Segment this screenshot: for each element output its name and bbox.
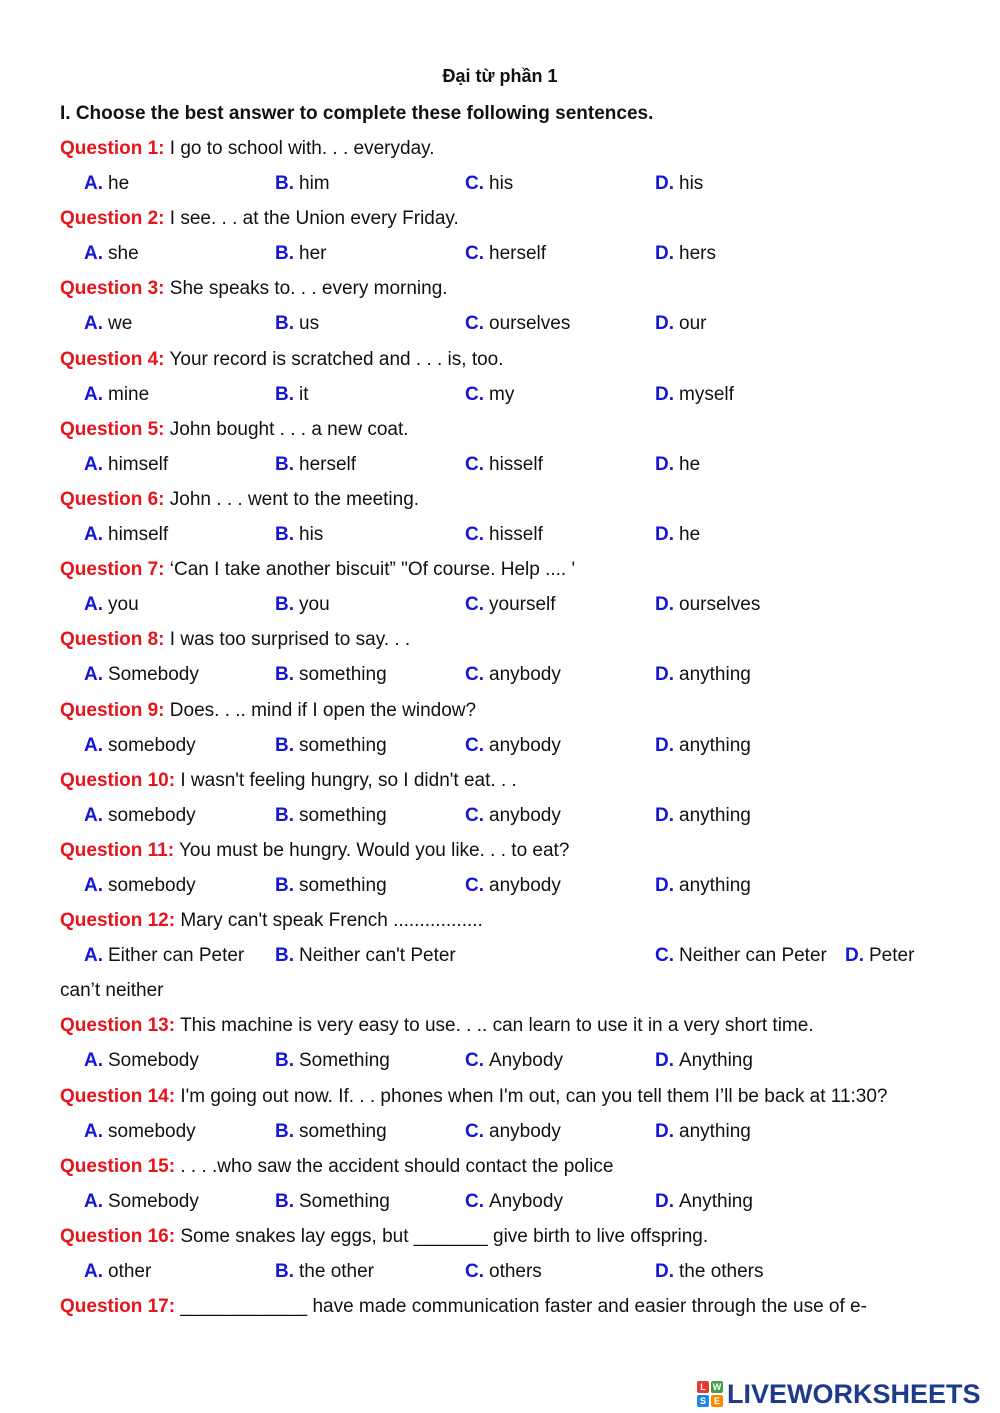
answer-option-b[interactable] [275, 1191, 390, 1213]
option-text: something [299, 875, 387, 896]
answer-option-a[interactable] [84, 875, 196, 897]
option-letter: B. [275, 664, 294, 686]
answer-options [0, 313, 1000, 339]
question-text: ____________ have made communication faster and easier through the use of e- [175, 1296, 867, 1318]
answer-option-b[interactable] [275, 875, 387, 897]
option-letter: B. [275, 1261, 294, 1282]
answer-options [0, 1121, 1000, 1147]
answer-option-a[interactable] [84, 173, 129, 195]
answer-option-d[interactable] [655, 664, 751, 686]
question-text: I'm going out now. If. . . phones when I'm out, can you tell them I’ll be back at 11:30? [175, 1085, 888, 1107]
question-5 [60, 419, 409, 445]
question-15 [60, 1156, 613, 1182]
option-letter: D. [845, 945, 864, 967]
option-text: you [299, 594, 330, 616]
option-letter: C. [465, 453, 484, 475]
option-letter: A. [84, 1261, 103, 1282]
option-text: mine [108, 383, 150, 405]
option-letter: B. [275, 734, 294, 756]
option-text: something [299, 664, 387, 686]
question-text: ‘Can I take another biscuit” "Of course. Help .... ' [164, 559, 576, 581]
option-text: Something [299, 1050, 390, 1072]
answer-option-d[interactable] [655, 805, 751, 827]
question-number: Question 3: [60, 278, 165, 300]
option-text: anything [679, 875, 751, 896]
answer-option-c[interactable] [465, 1191, 563, 1213]
option-letter: A. [84, 804, 103, 826]
question-number: Question 8: [60, 629, 165, 651]
option-letter: A. [84, 1120, 103, 1142]
question-text: Some snakes lay eggs, but _______ give birth to live offspring. [175, 1226, 709, 1247]
answer-option-b[interactable] [275, 243, 326, 265]
option-letter: D. [655, 734, 674, 756]
answer-option-b[interactable] [275, 1121, 387, 1143]
option-letter: C. [465, 1050, 484, 1072]
question-text: Mary can't speak French ................. [175, 910, 483, 932]
option-letter: A. [84, 875, 103, 896]
option-letter: B. [275, 173, 294, 194]
option-letter: C. [465, 664, 484, 686]
answer-option-d[interactable] [655, 1191, 753, 1213]
answer-options [0, 384, 1000, 410]
option-text: him [299, 173, 330, 194]
option-text: her [299, 243, 327, 265]
answer-option-b[interactable] [275, 945, 456, 967]
question-number: Question 13: [60, 1015, 176, 1037]
question-text: I see. . . at the Union every Friday. [164, 208, 459, 230]
option-letter: B. [275, 1050, 294, 1072]
option-text: anybody [489, 804, 561, 826]
answer-options [0, 1191, 1000, 1217]
option-text: somebody [108, 1120, 196, 1142]
question-text: I was too surprised to say. . . [164, 629, 411, 651]
option-text: Neither can Peter [679, 945, 827, 967]
option-text: other [108, 1261, 152, 1282]
question-number: Question 17: [60, 1296, 176, 1318]
option-letter: B. [275, 1190, 294, 1212]
option-letter: B. [275, 594, 294, 616]
answer-option-c[interactable] [465, 594, 556, 616]
answer-option-d[interactable] [655, 875, 751, 897]
option-text: Anything [679, 1050, 753, 1072]
question-number: Question 11: [60, 840, 175, 861]
answer-option-c[interactable] [465, 1121, 561, 1143]
option-letter: C. [465, 804, 484, 826]
option-letter: B. [275, 383, 294, 405]
option-text: our [679, 313, 707, 335]
answer-option-c[interactable] [465, 524, 543, 546]
answer-option-a[interactable] [84, 524, 168, 546]
answer-option-d[interactable] [845, 945, 914, 967]
option-letter: C. [655, 945, 674, 967]
question-text: I wasn't feeling hungry, so I didn't eat. . . [175, 769, 517, 791]
answer-options [0, 1050, 1000, 1076]
option-text: Something [299, 1190, 390, 1212]
question-number: Question 2: [60, 208, 165, 230]
option-letter: C. [465, 524, 484, 545]
answer-option-c[interactable] [465, 664, 561, 686]
option-text: the others [679, 1261, 764, 1282]
answer-option-c[interactable] [465, 243, 546, 265]
option-letter: A. [84, 524, 103, 545]
option-text: anybody [489, 664, 561, 686]
logo-mark-w: W [712, 1382, 722, 1392]
answer-options [0, 945, 1000, 971]
option-text: somebody [108, 734, 196, 756]
answer-option-a[interactable] [84, 664, 199, 686]
option-text: we [108, 313, 133, 335]
question-8 [60, 629, 410, 655]
answer-option-a[interactable] [84, 243, 139, 265]
logo-mark-e: E [711, 1395, 723, 1407]
question-text: I go to school with. . . everyday. [164, 138, 435, 159]
option-letter: A. [84, 734, 103, 756]
question-text: . . . .who saw the accident should contact the police [175, 1155, 614, 1177]
question-number: Question 12: [60, 910, 176, 932]
answer-option-d[interactable] [655, 313, 706, 335]
question-number: Question 9: [60, 699, 165, 721]
option-letter: D. [655, 1120, 674, 1142]
option-letter: D. [655, 594, 674, 616]
answer-options [0, 454, 1000, 480]
option-text: others [489, 1261, 542, 1282]
answer-option-a[interactable] [84, 454, 168, 476]
option-text: he [108, 173, 130, 194]
answer-option-a[interactable] [84, 313, 132, 335]
option-text: he [679, 524, 701, 545]
answer-option-d[interactable] [655, 1050, 753, 1072]
question-number: Question 7: [60, 559, 165, 581]
option-text: yourself [489, 594, 556, 616]
answer-option-b[interactable] [275, 454, 356, 476]
option-letter: A. [84, 664, 103, 686]
option-text: hisself [489, 453, 543, 475]
question-11 [60, 840, 569, 866]
option-letter: B. [275, 804, 294, 826]
answer-option-a[interactable] [84, 384, 149, 406]
answer-option-c[interactable] [655, 945, 827, 967]
option-letter: A. [84, 453, 103, 475]
option-text: you [108, 594, 139, 616]
answer-option-a[interactable] [84, 1121, 196, 1143]
option-text: herself [489, 243, 547, 265]
answer-options [0, 243, 1000, 269]
question-1 [60, 138, 435, 164]
option-letter: B. [275, 1120, 294, 1142]
question-text: She speaks to. . . every morning. [164, 278, 448, 300]
answer-option-c[interactable] [465, 1261, 542, 1283]
option-text: anything [679, 664, 751, 686]
answer-option-a[interactable] [84, 805, 196, 827]
option-text: Somebody [108, 1050, 199, 1072]
option-letter: B. [275, 243, 294, 265]
option-text: Somebody [108, 664, 199, 686]
question-text: Does. . .. mind if I open the window? [164, 699, 477, 721]
question-number: Question 5: [60, 418, 165, 440]
option-letter: A. [84, 173, 103, 194]
option-text: Anybody [489, 1190, 563, 1212]
option-letter: A. [84, 1050, 103, 1072]
option-text: ourselves [679, 594, 761, 616]
question-number: Question 6: [60, 489, 165, 510]
option-letter: D. [655, 383, 674, 405]
answer-options [0, 1261, 1000, 1287]
option-letter: D. [655, 313, 674, 335]
answer-option-d[interactable] [655, 384, 734, 406]
answer-option-c[interactable] [465, 805, 561, 827]
question-3 [60, 278, 448, 304]
answer-option-a[interactable] [84, 1050, 199, 1072]
option-letter: B. [275, 453, 294, 475]
question-text: John . . . went to the meeting. [164, 489, 420, 510]
option-letter: C. [465, 594, 484, 616]
question-13 [60, 1015, 814, 1041]
answer-option-b[interactable] [275, 313, 319, 335]
option-text: Anything [679, 1190, 753, 1212]
option-letter: C. [465, 1120, 484, 1142]
answer-option-a[interactable] [84, 1261, 151, 1283]
answer-option-b[interactable] [275, 173, 330, 195]
answer-option-c[interactable] [465, 173, 513, 195]
option-text: he [679, 453, 701, 475]
option-text: anything [679, 1120, 751, 1142]
option-letter: B. [275, 875, 294, 896]
answer-option-d[interactable] [655, 454, 700, 476]
option-text: Peter [869, 945, 915, 967]
answer-option-b[interactable] [275, 664, 387, 686]
answer-options [0, 524, 1000, 550]
option-letter: D. [655, 243, 674, 265]
answer-option-d[interactable] [655, 524, 700, 546]
question-4 [60, 349, 504, 375]
question-16 [60, 1226, 708, 1252]
answer-option-a[interactable] [84, 1191, 199, 1213]
option-text: his [299, 524, 324, 545]
option-letter: C. [465, 734, 484, 756]
option-text: Anybody [489, 1050, 563, 1072]
answer-option-d[interactable] [655, 594, 760, 616]
option-text: myself [679, 383, 734, 405]
answer-options [0, 735, 1000, 761]
option-text: his [679, 173, 704, 194]
answer-option-c[interactable] [465, 454, 543, 476]
option-letter: D. [655, 875, 674, 896]
option-text: the other [299, 1261, 374, 1282]
question-number: Question 1: [60, 138, 165, 159]
option-letter: D. [655, 1050, 674, 1072]
answer-option-b[interactable] [275, 805, 387, 827]
answer-option-b[interactable] [275, 594, 330, 616]
section-instruction: I. Choose the best answer to complete these following sentences. [60, 103, 654, 124]
option-text: Either can Peter [108, 945, 245, 967]
option-text: Somebody [108, 1190, 199, 1212]
option-letter: D. [655, 524, 674, 545]
answer-option-c[interactable] [465, 875, 561, 897]
answer-option-b[interactable] [275, 384, 309, 406]
question-2 [60, 208, 459, 234]
page-title: Đại từ phần 1 [442, 66, 558, 86]
answer-option-d[interactable] [655, 243, 716, 265]
option-letter: D. [655, 804, 674, 826]
option-text: us [299, 313, 320, 335]
option-letter: A. [84, 243, 103, 265]
option-letter: C. [465, 875, 484, 896]
option-letter: C. [465, 1190, 484, 1212]
option-letter: C. [465, 313, 484, 335]
option-text: hers [679, 243, 716, 265]
answer-option-b[interactable] [275, 735, 387, 757]
question-9 [60, 700, 476, 726]
question-text: This machine is very easy to use. . .. can learn to use it in a very short time. [175, 1015, 814, 1037]
option-text: his [489, 173, 514, 194]
answer-options [0, 664, 1000, 690]
question-10 [60, 770, 517, 796]
option-text: somebody [108, 804, 196, 826]
option-letter: D. [655, 453, 674, 475]
answer-option-b[interactable] [275, 524, 323, 546]
option-continuation: can’t neither [60, 980, 164, 1002]
answer-option-d[interactable] [655, 1121, 751, 1143]
logo-mark-l: L [697, 1381, 709, 1393]
answer-options [0, 594, 1000, 620]
option-text: hisself [489, 524, 543, 545]
question-number: Question 14: [60, 1085, 176, 1107]
option-letter: D. [655, 173, 674, 194]
answer-option-c[interactable] [465, 1050, 563, 1072]
question-17 [60, 1296, 867, 1322]
answer-option-a[interactable] [84, 945, 244, 967]
option-letter: C. [465, 173, 484, 194]
question-14 [60, 1086, 888, 1112]
answer-options [0, 805, 1000, 831]
option-text: it [299, 383, 309, 405]
option-letter: A. [84, 1190, 103, 1212]
answer-option-b[interactable] [275, 1050, 390, 1072]
option-letter: D. [655, 664, 674, 686]
option-text: something [299, 1120, 387, 1142]
logo-text: LIVEWORKSHEETS [727, 1378, 981, 1409]
liveworksheets-logo [697, 1378, 981, 1410]
question-6 [60, 489, 419, 515]
option-text: himself [108, 453, 169, 475]
answer-option-c[interactable] [465, 384, 514, 406]
option-letter: B. [275, 945, 294, 967]
question-number: Question 15: [60, 1155, 176, 1177]
option-letter: A. [84, 313, 103, 335]
answer-option-d[interactable] [655, 1261, 764, 1283]
option-text: something [299, 804, 387, 826]
option-text: herself [299, 453, 357, 475]
option-text: ourselves [489, 313, 571, 335]
option-letter: C. [465, 383, 484, 405]
answer-options [0, 875, 1000, 901]
answer-option-a[interactable] [84, 594, 139, 616]
option-text: anything [679, 734, 751, 756]
question-text: John bought . . . a new coat. [164, 418, 409, 440]
option-text: something [299, 734, 387, 756]
option-text: himself [108, 524, 169, 545]
question-text: You must be hungry. Would you like. . . to eat? [174, 840, 570, 861]
option-text: anybody [489, 734, 561, 756]
question-text: Your record is scratched and . . . is, too. [164, 348, 504, 370]
option-text: somebody [108, 875, 196, 896]
option-text: anybody [489, 1120, 561, 1142]
option-letter: A. [84, 383, 103, 405]
option-text: anybody [489, 875, 561, 896]
option-letter: C. [465, 1261, 484, 1282]
option-letter: D. [655, 1190, 674, 1212]
answer-option-d[interactable] [655, 735, 751, 757]
option-letter: D. [655, 1261, 674, 1282]
option-text: Neither can't Peter [299, 945, 456, 967]
option-text: anything [679, 804, 751, 826]
question-7 [60, 559, 575, 585]
question-number: Question 4: [60, 348, 165, 370]
question-12 [60, 910, 483, 936]
question-number: Question 10: [60, 769, 176, 791]
option-letter: C. [465, 243, 484, 265]
option-text: she [108, 243, 139, 265]
option-letter: A. [84, 594, 103, 616]
answer-option-d[interactable] [655, 173, 703, 195]
answer-options [0, 173, 1000, 199]
option-letter: B. [275, 313, 294, 335]
option-text: my [489, 383, 515, 405]
answer-option-c[interactable] [465, 735, 561, 757]
option-letter: B. [275, 524, 294, 545]
option-letter: A. [84, 945, 103, 967]
answer-option-c[interactable] [465, 313, 570, 335]
logo-mark-s: S [697, 1395, 709, 1407]
answer-option-b[interactable] [275, 1261, 374, 1283]
answer-option-a[interactable] [84, 735, 196, 757]
logo-mark-icon [697, 1381, 723, 1407]
question-number: Question 16: [60, 1226, 176, 1247]
